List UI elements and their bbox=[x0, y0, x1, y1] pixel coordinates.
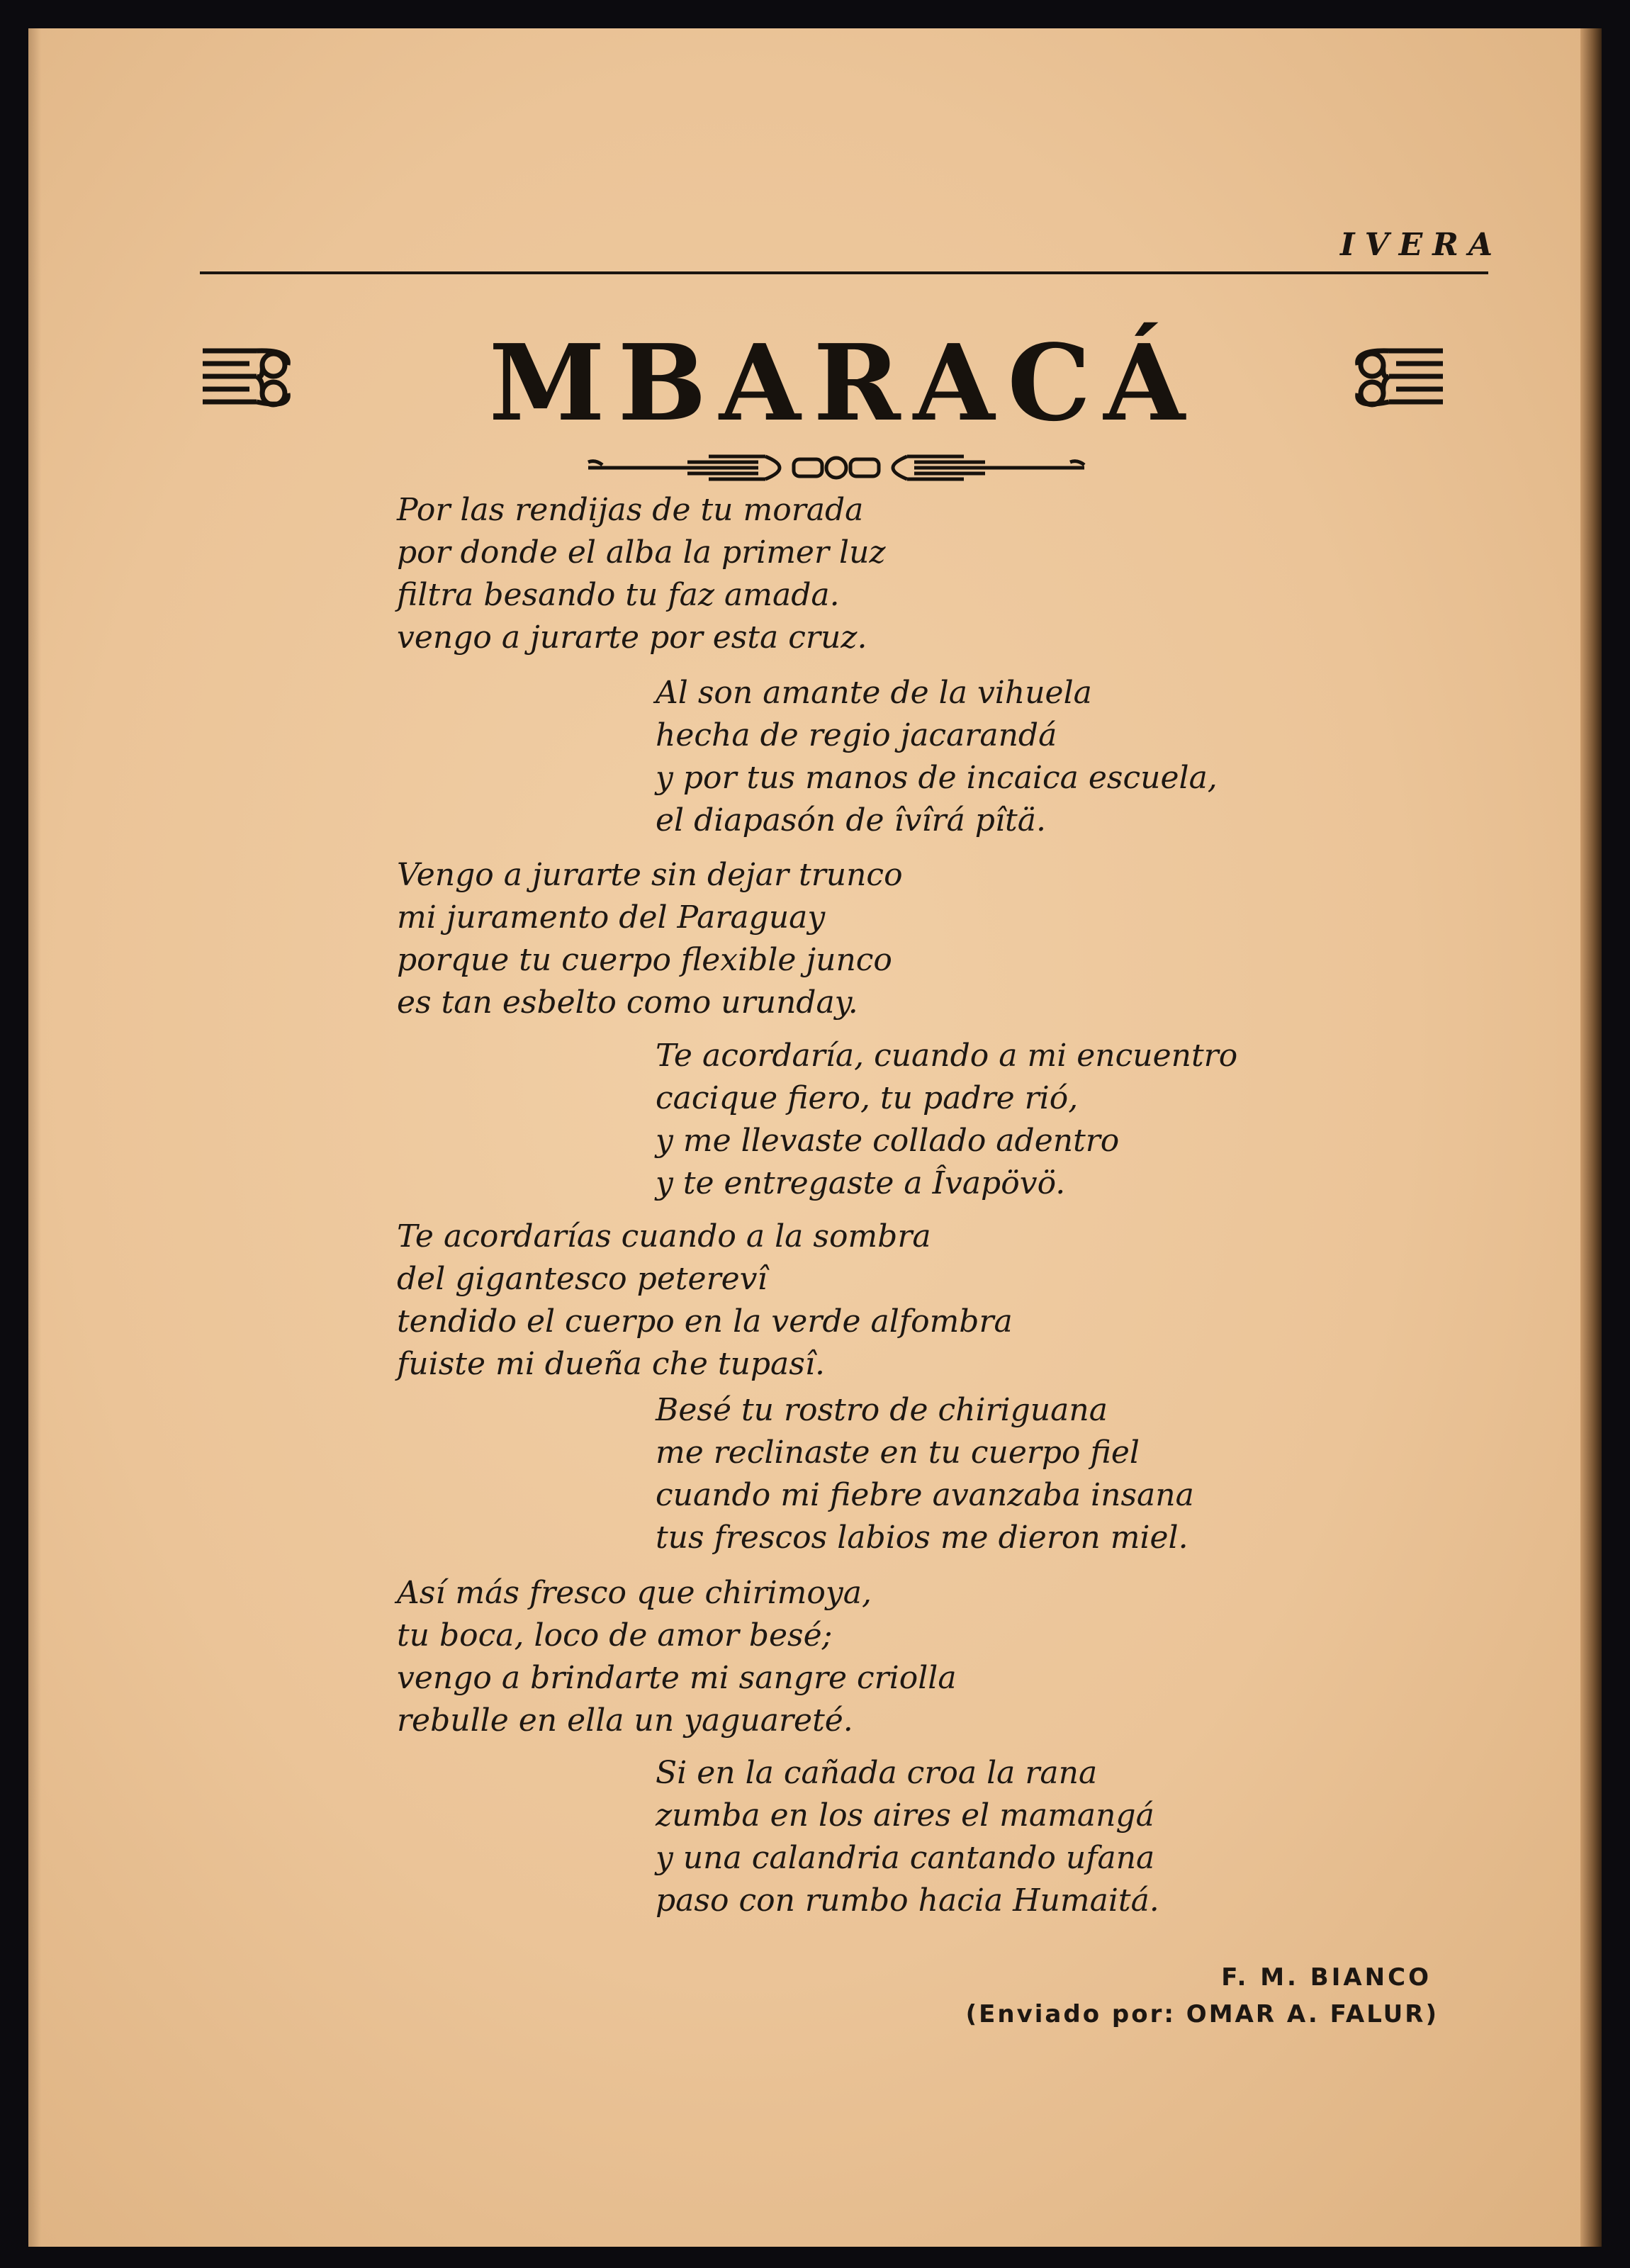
poem-line: zumba en los aires el mamangá bbox=[656, 1797, 1154, 1834]
poem-line: y por tus manos de incaica escuela, bbox=[656, 760, 1218, 796]
poem-line: Besé tu rostro de chiriguana bbox=[656, 1392, 1108, 1428]
poem-line: tendido el cuerpo en la verde alfombra bbox=[397, 1303, 1013, 1340]
poem-line: porque tu cuerpo flexible junco bbox=[397, 942, 892, 978]
poem-line: tus frescos labios me dieron miel. bbox=[656, 1520, 1188, 1556]
sender-credit: (Enviado por: OMAR A. FALUR) bbox=[965, 2000, 1439, 2028]
running-header: IVERA bbox=[1340, 227, 1502, 263]
poem-line: y una calandria cantando ufana bbox=[656, 1840, 1155, 1876]
poem-line: Si en la cañada croa la rana bbox=[656, 1755, 1098, 1791]
book-gutter bbox=[1580, 28, 1602, 2247]
poem-line: Vengo a jurarte sin dejar trunco bbox=[397, 857, 903, 893]
poem-line: me reclinaste en tu cuerpo fiel bbox=[656, 1435, 1140, 1471]
left-ornament-icon bbox=[200, 344, 293, 415]
poem-line: el diapasón de îvîrá pîtä. bbox=[656, 802, 1046, 838]
poem-line: tu boca, loco de amor besé; bbox=[397, 1617, 833, 1654]
poem-line: vengo a jurarte por esta cruz. bbox=[397, 619, 867, 656]
poem-line: Te acordarías cuando a la sombra bbox=[397, 1218, 931, 1254]
poem-line: paso con rumbo hacia Humaitá. bbox=[656, 1882, 1159, 1919]
poem-line: rebulle en ella un yaguareté. bbox=[397, 1702, 853, 1739]
header-rule bbox=[200, 271, 1488, 274]
poem-line: cacique fiero, tu padre rió, bbox=[656, 1080, 1079, 1116]
right-ornament-icon bbox=[1352, 344, 1446, 415]
poem-line: vengo a brindarte mi sangre criolla bbox=[397, 1660, 957, 1696]
poem-line: y me llevaste collado adentro bbox=[656, 1123, 1120, 1159]
poem-line: es tan esbelto como urunday. bbox=[397, 984, 858, 1021]
poem-line: Al son amante de la vihuela bbox=[656, 675, 1092, 711]
poem-line: cuando mi fiebre avanzaba insana bbox=[656, 1477, 1194, 1513]
poem-line: fuiste mi dueña che tupasî. bbox=[397, 1346, 825, 1382]
poem-line: hecha de regio jacarandá bbox=[656, 717, 1057, 753]
poem-line: mi juramento del Paraguay bbox=[397, 899, 826, 936]
title-flourish-icon bbox=[581, 447, 1091, 489]
poem-line: y te entregaste a Îvapövö. bbox=[656, 1165, 1066, 1201]
magazine-page bbox=[28, 28, 1602, 2247]
poem-line: Así más fresco que chirimoya, bbox=[397, 1575, 872, 1611]
poem-line: Por las rendijas de tu morada bbox=[397, 492, 864, 528]
poem-line: del gigantesco peterevî bbox=[397, 1261, 768, 1297]
author-signature: F. M. BIANCO bbox=[1221, 1963, 1432, 1992]
poem-line: filtra besando tu faz amada. bbox=[397, 577, 840, 613]
poem-line: por donde el alba la primer luz bbox=[397, 534, 886, 571]
poem-title: MBARACÁ bbox=[488, 321, 1198, 444]
page-edge-shadow bbox=[28, 28, 41, 2247]
poem-line: Te acordaría, cuando a mi encuentro bbox=[656, 1038, 1238, 1074]
